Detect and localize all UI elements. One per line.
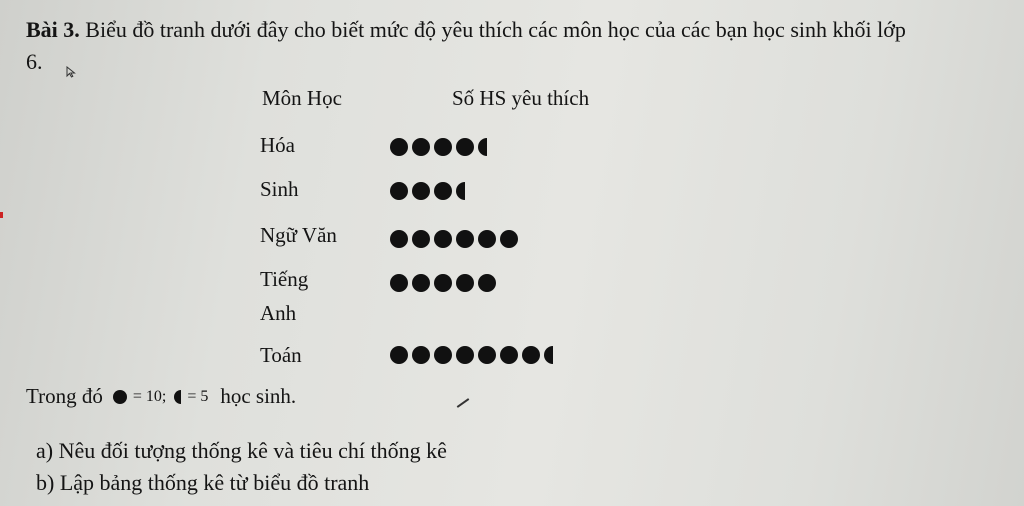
- filled-circle-icon: [478, 346, 496, 364]
- question-b: b) Lập bảng thống kê từ biểu đồ tranh: [36, 470, 370, 495]
- filled-circle-icon: [522, 346, 540, 364]
- filled-circle-icon: [412, 138, 430, 156]
- filled-circle-icon: [500, 346, 518, 364]
- problem-statement: [26, 14, 926, 78]
- filled-circle-icon: [412, 182, 430, 200]
- red-margin-mark: [0, 212, 3, 218]
- filled-circle-icon: [412, 346, 430, 364]
- problem-text: Biểu đồ tranh dưới đây cho biết mức độ yêu thích các môn học của các bạn học sinh khối lớp 6.: [26, 17, 906, 74]
- filled-circle-icon: [412, 230, 430, 248]
- filled-circle-icon: [390, 346, 408, 364]
- mouse-cursor-icon: [66, 66, 76, 78]
- subject-label-hoa: Hóa: [260, 133, 295, 157]
- half-circle-icon: [174, 390, 181, 404]
- filled-circle-icon: [500, 230, 518, 248]
- half-circle-icon: [544, 346, 553, 364]
- filled-circle-icon: [412, 274, 430, 292]
- problem-number: Bài 3.: [26, 17, 80, 42]
- subject-label-toan: Toán: [260, 343, 302, 367]
- filled-circle-icon: [456, 230, 474, 248]
- half-circle-icon: [456, 182, 465, 200]
- filled-circle-icon: [478, 230, 496, 248]
- filled-circle-icon: [434, 230, 452, 248]
- filled-circle-icon: [434, 274, 452, 292]
- column-header-subject: Môn Học: [262, 86, 342, 110]
- legend-suffix: học sinh.: [220, 384, 297, 408]
- subject-label-tieng-anh-line2: Anh: [260, 301, 297, 325]
- filled-circle-icon: [478, 274, 496, 292]
- filled-circle-icon: [434, 346, 452, 364]
- legend-prefix: Trong đó: [26, 384, 103, 408]
- filled-circle-icon: [434, 138, 452, 156]
- filled-circle-icon: [456, 274, 474, 292]
- filled-circle-icon: [456, 138, 474, 156]
- subject-label-sinh: Sinh: [260, 177, 299, 201]
- filled-circle-icon: [456, 346, 474, 364]
- filled-circle-icon: [434, 182, 452, 200]
- half-circle-icon: [478, 138, 487, 156]
- pen-stroke-mark: [457, 398, 470, 408]
- subject-label-ngu-van: Ngữ Văn: [260, 223, 337, 247]
- filled-circle-icon: [390, 230, 408, 248]
- legend-full-value: = 10;: [132, 387, 167, 405]
- filled-circle-icon: [390, 274, 408, 292]
- legend: [26, 384, 296, 409]
- question-a: a) Nêu đối tượng thống kê và tiêu chí thống kê: [36, 438, 447, 463]
- filled-circle-icon: [390, 182, 408, 200]
- column-header-count: Số HS yêu thích: [452, 86, 590, 110]
- legend-half-value: = 5: [187, 387, 209, 405]
- subject-label-tieng-anh-line1: Tiếng: [260, 267, 309, 291]
- filled-circle-icon: [390, 138, 408, 156]
- subject-label-tieng-anh: [260, 262, 308, 330]
- filled-circle-icon: [113, 390, 127, 404]
